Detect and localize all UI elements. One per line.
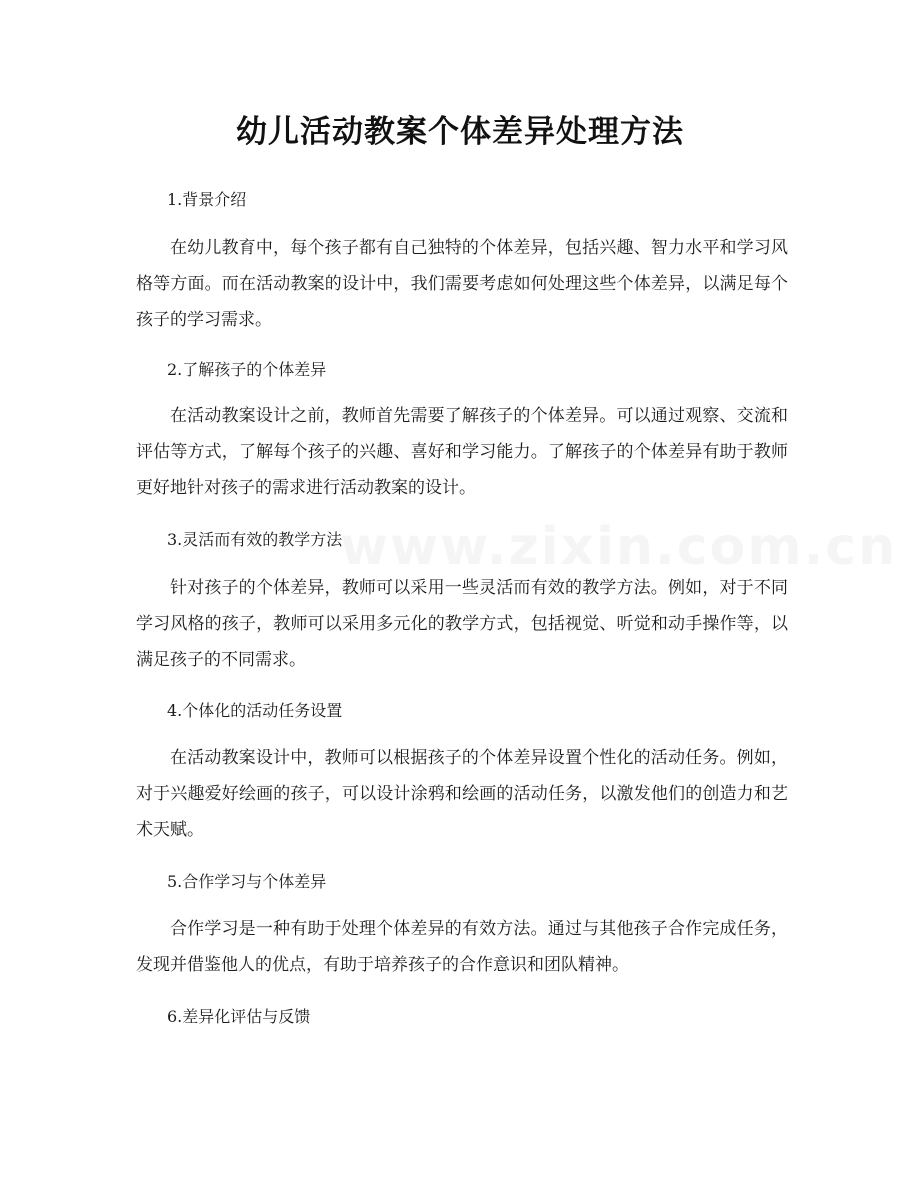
section-body-2: 在活动教案设计之前，教师首先需要了解孩子的个体差异。可以通过观察、交流和评估等方式，了解每个孩子的兴趣、喜好和学习能力。了解孩子的个体差异有助于教师更好地针对孩子的需求进行活动教案的设计。 bbox=[136, 406, 788, 498]
section-body-5: 合作学习是一种有助于处理个体差异的有效方法。通过与其他孩子合作完成任务，发现并借鉴他人的优点，有助于培养孩子的合作意识和团队精神。 bbox=[136, 919, 788, 975]
section-heading-4: 4.个体化的活动任务设置 bbox=[167, 701, 343, 720]
watermark: www.zixin.com.cn bbox=[340, 517, 898, 577]
section-heading-1: 1.背景介绍 bbox=[167, 190, 247, 209]
section-heading-2: 2.了解孩子的个体差异 bbox=[167, 360, 327, 379]
document-title: 幼儿活动教案个体差异处理方法 bbox=[236, 114, 684, 150]
section-body-1: 在幼儿教育中，每个孩子都有自己独特的个体差异，包括兴趣、智力水平和学习风格等方面。而在活动教案的设计中，我们需要考虑如何处理这些个体差异，以满足每个孩子的学习需求。 bbox=[136, 238, 788, 330]
section-body-4: 在活动教案设计中，教师可以根据孩子的个体差异设置个性化的活动任务。例如，对于兴趣爱好绘画的孩子，可以设计涂鸦和绘画的活动任务，以激发他们的创造力和艺术天赋。 bbox=[136, 748, 788, 840]
section-body-3: 针对孩子的个体差异，教师可以采用一些灵活而有效的教学方法。例如，对于不同学习风格的孩子，教师可以采用多元化的教学方式，包括视觉、听觉和动手操作等，以满足孩子的不同需求。 bbox=[136, 578, 788, 670]
section-heading-5: 5.合作学习与个体差异 bbox=[167, 872, 327, 891]
section-heading-6: 6.差异化评估与反馈 bbox=[167, 1007, 311, 1026]
section-heading-3: 3.灵活而有效的教学方法 bbox=[167, 530, 343, 549]
